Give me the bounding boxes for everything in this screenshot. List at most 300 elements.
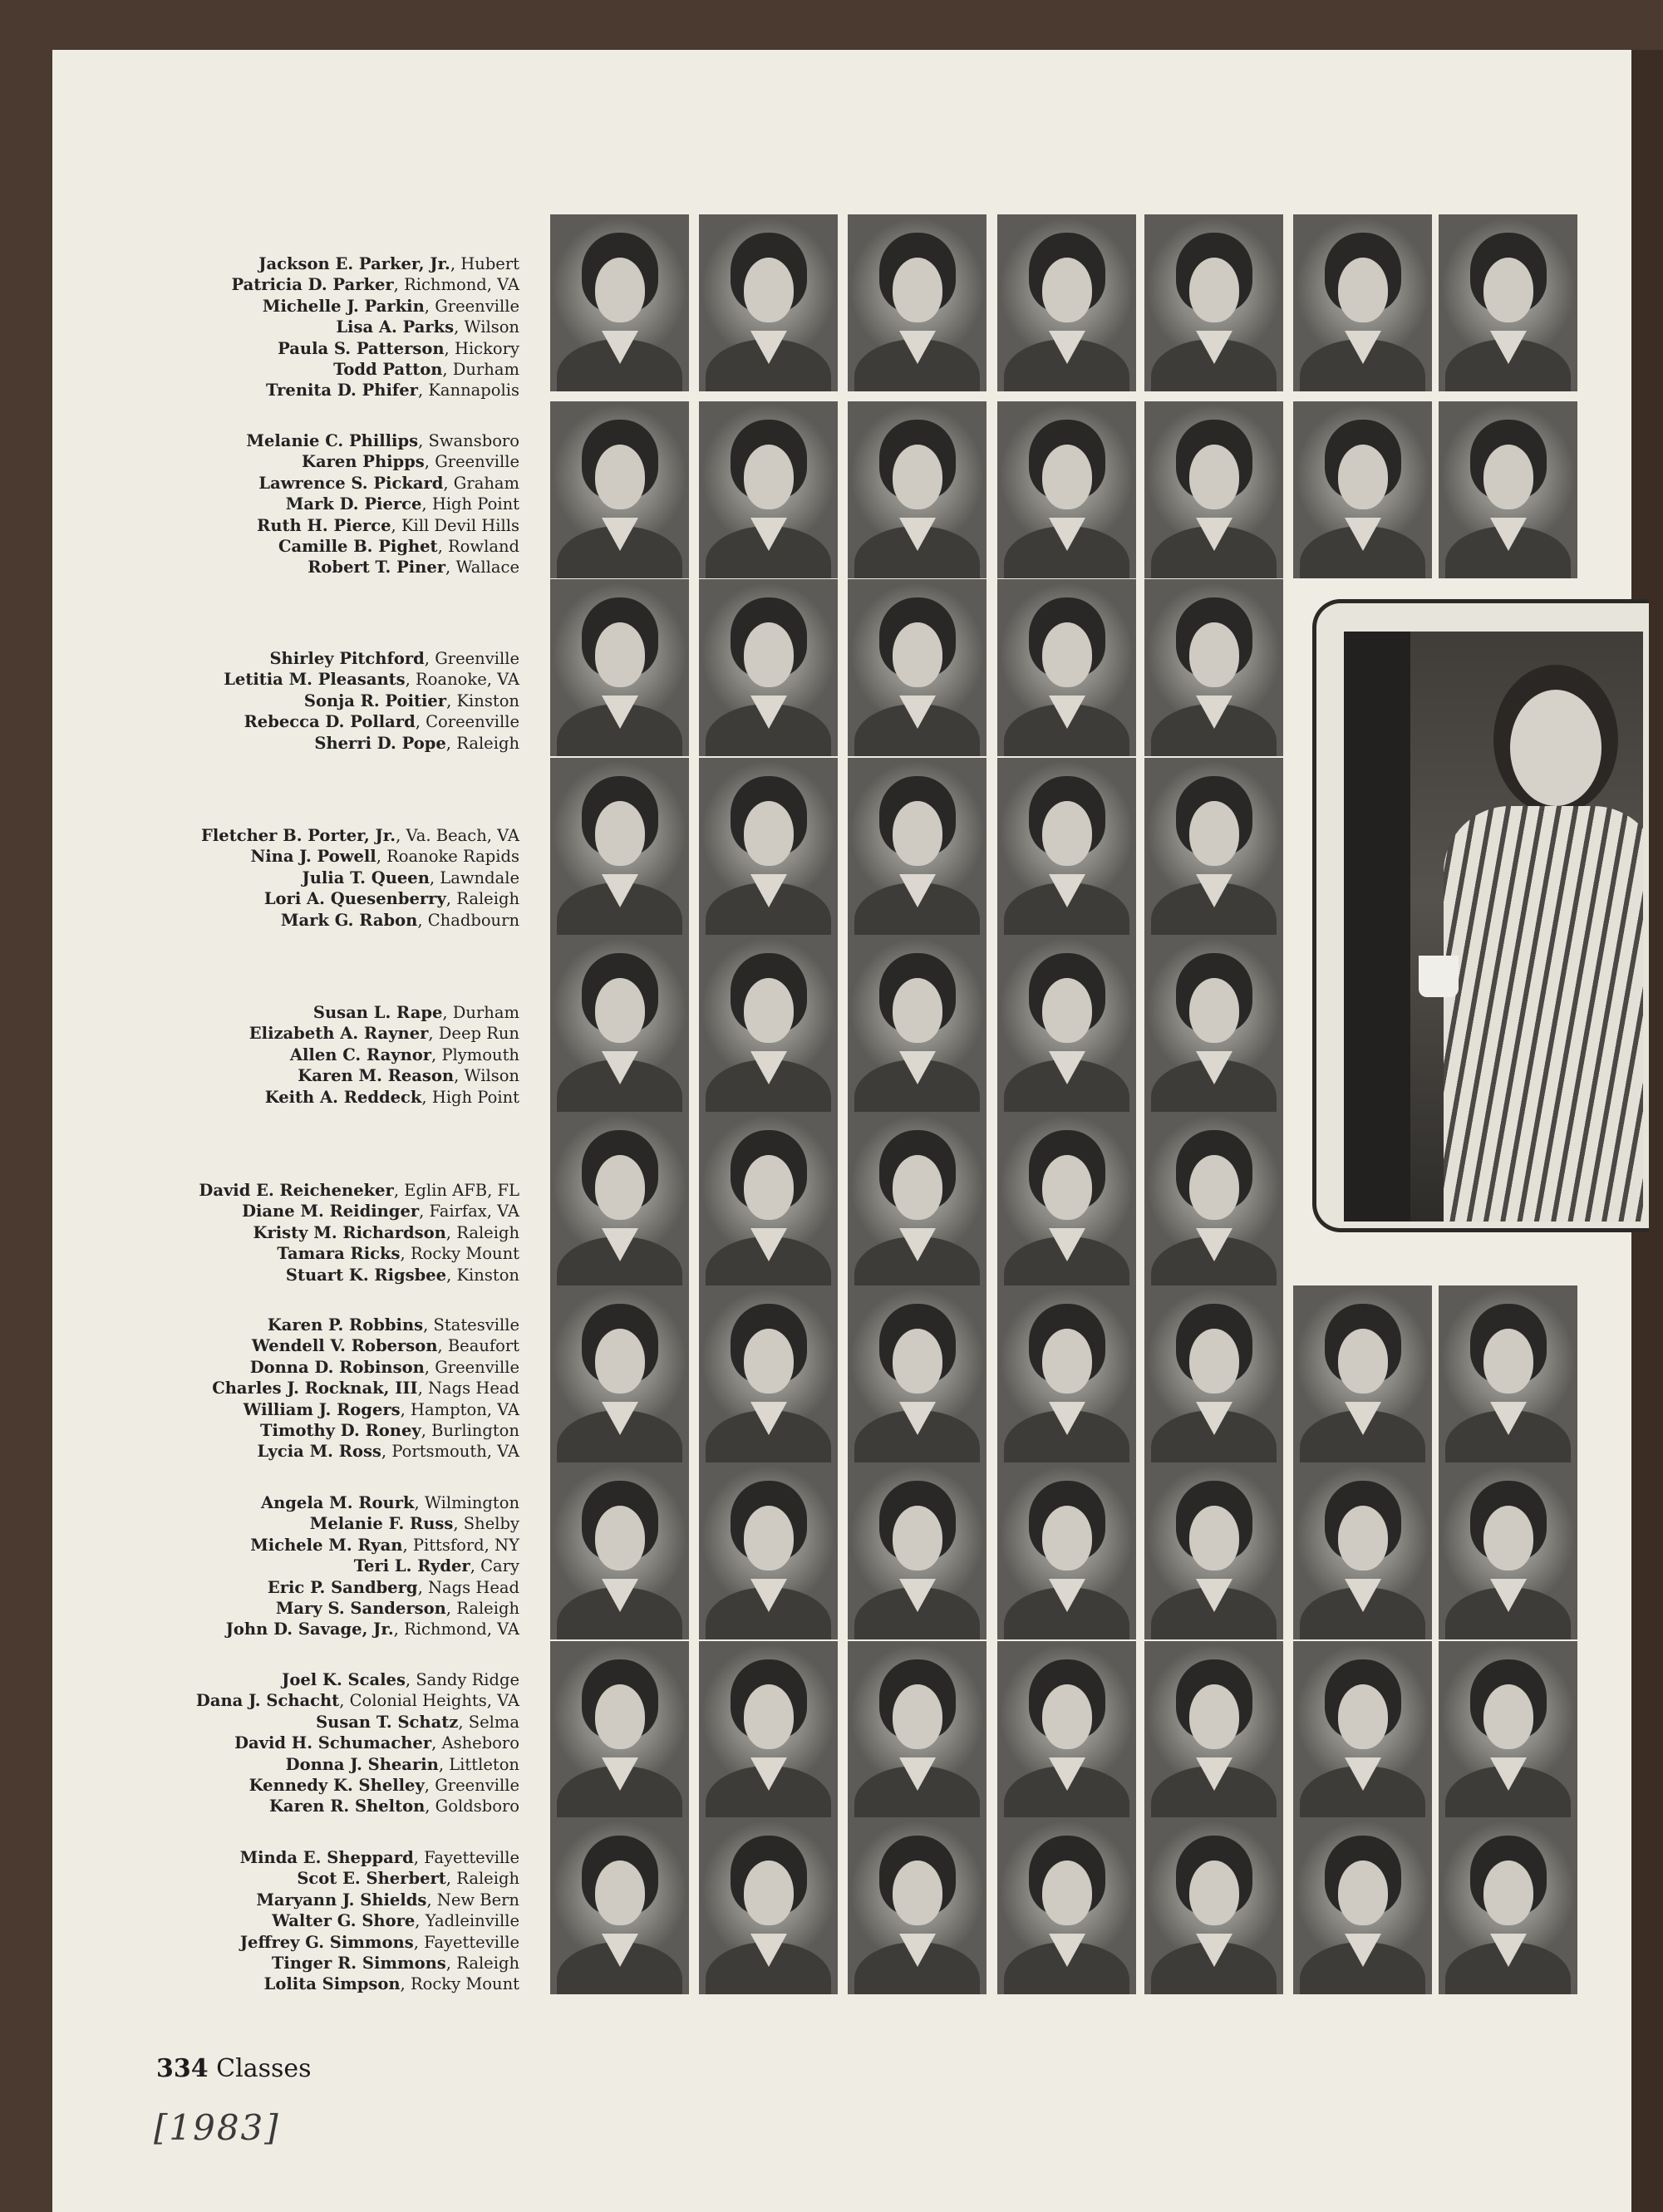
student-entry: Paula S. Patterson, Hickory xyxy=(278,338,519,358)
portrait-face xyxy=(1338,1506,1388,1571)
student-hometown: Kannapolis xyxy=(428,381,519,401)
student-portrait xyxy=(997,758,1136,935)
student-hometown: Graham xyxy=(453,473,519,493)
student-entry: Tinger R. Simmons, Raleigh xyxy=(271,1954,519,1974)
student-portrait xyxy=(550,1285,689,1462)
portrait-face xyxy=(595,978,645,1043)
portrait-face xyxy=(893,978,942,1043)
student-portrait xyxy=(699,1462,838,1639)
student-entry: Michele M. Ryan, Pittsford, NY xyxy=(250,1535,519,1555)
student-entry: Patricia D. Parker, Richmond, VA xyxy=(231,275,519,295)
student-portrait xyxy=(699,758,838,935)
student-name: Michelle J. Parkin xyxy=(262,296,425,316)
student-name: Scot E. Sherbert xyxy=(297,1869,446,1889)
student-entry: Camille B. Pighet, Rowland xyxy=(278,537,519,557)
student-hometown: Raleigh xyxy=(456,733,519,753)
portrait-face xyxy=(744,445,794,509)
portrait-face xyxy=(1042,622,1092,687)
portrait-face xyxy=(595,1155,645,1220)
student-portrait xyxy=(699,1285,838,1462)
student-hometown: Statesville xyxy=(433,1315,519,1335)
portrait-face xyxy=(1338,258,1388,322)
portrait-face xyxy=(893,1329,942,1394)
student-name: Tamara Ricks xyxy=(277,1244,401,1264)
student-hometown: Greenville xyxy=(435,1357,519,1377)
student-entry: Teri L. Ryder, Cary xyxy=(353,1556,519,1576)
page-number: 334 xyxy=(156,2054,209,2083)
student-hometown: Durham xyxy=(452,1003,519,1022)
student-hometown: Cary xyxy=(480,1556,519,1576)
student-hometown: Colonial Heights, VA xyxy=(349,1691,519,1711)
student-portrait xyxy=(848,758,986,935)
student-hometown: Richmond, VA xyxy=(404,1620,519,1639)
student-entry: Rebecca D. Pollard, Coreenville xyxy=(244,712,519,732)
student-portrait xyxy=(1144,758,1283,935)
portrait-face xyxy=(1483,445,1533,509)
student-portrait xyxy=(1144,1285,1283,1462)
student-entry: Jeffrey G. Simmons, Fayetteville xyxy=(239,1932,519,1952)
student-hometown: Burlington xyxy=(431,1421,519,1441)
portrait-face xyxy=(1483,1329,1533,1394)
student-hometown: Raleigh xyxy=(456,1869,519,1889)
student-entry: Melanie C. Phillips, Swansboro xyxy=(246,431,519,450)
portrait-face xyxy=(1042,445,1092,509)
portrait-face xyxy=(595,801,645,866)
student-hometown: Raleigh xyxy=(456,1954,519,1974)
portrait-face xyxy=(1189,622,1239,687)
student-hometown: Yadleinville xyxy=(425,1911,519,1931)
student-portrait xyxy=(699,1817,838,1994)
candid-cup xyxy=(1419,956,1459,997)
handwritten-year-annotation: [1983] xyxy=(154,2107,280,2148)
portrait-face xyxy=(893,801,942,866)
student-entry: Charles J. Rocknak, III, Nags Head xyxy=(212,1379,519,1398)
portrait-face xyxy=(1042,801,1092,866)
name-group xyxy=(52,648,519,754)
student-hometown: Hampton, VA xyxy=(411,1399,519,1419)
student-portrait xyxy=(848,401,986,578)
student-portrait xyxy=(997,935,1136,1112)
student-entry: Diane M. Reidinger, Fairfax, VA xyxy=(242,1202,519,1222)
student-portrait xyxy=(997,579,1136,756)
student-name: Sherri D. Pope xyxy=(314,733,446,753)
portrait-face xyxy=(893,1506,942,1571)
student-name: Susan T. Schatz xyxy=(316,1712,459,1732)
student-name: John D. Savage, Jr. xyxy=(225,1620,394,1639)
student-entry: Ruth H. Pierce, Kill Devil Hills xyxy=(257,515,519,535)
student-entry: Susan L. Rape, Durham xyxy=(312,1003,519,1022)
name-group xyxy=(52,1847,519,1995)
student-hometown: Eglin AFB, FL xyxy=(404,1181,519,1200)
student-portrait xyxy=(1293,1817,1432,1994)
candid-face xyxy=(1510,690,1601,806)
student-portrait xyxy=(699,935,838,1112)
student-entry: Shirley Pitchford, Greenville xyxy=(269,649,519,668)
student-portrait xyxy=(848,1641,986,1818)
student-entry: Eric P. Sandberg, Nags Head xyxy=(267,1577,519,1597)
student-portrait xyxy=(997,401,1136,578)
student-hometown: Nags Head xyxy=(427,1379,519,1398)
student-name: Karen P. Robbins xyxy=(267,1315,424,1335)
student-entry: Letitia M. Pleasants, Roanoke, VA xyxy=(224,670,519,690)
student-portrait xyxy=(699,401,838,578)
portrait-face xyxy=(595,622,645,687)
student-portrait xyxy=(1439,214,1577,391)
student-portrait xyxy=(848,1462,986,1639)
student-name: Donna D. Robinson xyxy=(249,1357,425,1377)
portrait-face xyxy=(744,1684,794,1749)
student-hometown: Rocky Mount xyxy=(410,1244,519,1264)
student-portrait xyxy=(550,1817,689,1994)
student-portrait xyxy=(848,1285,986,1462)
student-hometown: New Bern xyxy=(436,1890,519,1910)
portrait-face xyxy=(1189,1506,1239,1571)
student-entry: Karen Phipps, Greenville xyxy=(302,452,519,472)
portrait-face xyxy=(1189,1861,1239,1925)
student-hometown: Greenville xyxy=(435,1776,519,1796)
student-entry: Karen R. Shelton, Goldsboro xyxy=(268,1797,519,1816)
portrait-face xyxy=(1338,445,1388,509)
student-portrait xyxy=(997,1817,1136,1994)
student-entry: Elizabeth A. Rayner, Deep Run xyxy=(248,1024,519,1044)
portrait-face xyxy=(1189,1329,1239,1394)
student-portrait xyxy=(550,579,689,756)
portrait-face xyxy=(1042,258,1092,322)
student-portrait xyxy=(699,579,838,756)
student-hometown: Wilmington xyxy=(424,1493,519,1512)
student-hometown: Fayetteville xyxy=(424,1932,519,1952)
student-hometown: Asheboro xyxy=(441,1733,519,1753)
section-title: Classes xyxy=(216,2054,312,2083)
student-name: Dana J. Schacht xyxy=(195,1691,340,1711)
portrait-face xyxy=(595,1861,645,1925)
student-portrait xyxy=(997,1641,1136,1818)
student-name: Angela M. Rourk xyxy=(260,1493,415,1512)
student-entry: Fletcher B. Porter, Jr., Va. Beach, VA xyxy=(201,826,519,845)
student-name: Kennedy K. Shelley xyxy=(248,1776,425,1796)
student-hometown: Chadbourn xyxy=(427,910,519,930)
student-entry: Donna J. Shearin, Littleton xyxy=(285,1754,519,1774)
student-hometown: Va. Beach, VA xyxy=(406,826,519,845)
portrait-face xyxy=(1042,1684,1092,1749)
portrait-face xyxy=(893,258,942,322)
student-hometown: Selma xyxy=(468,1712,519,1732)
student-entry: Dana J. Schacht, Colonial Heights, VA xyxy=(195,1691,519,1711)
student-name: David H. Schumacher xyxy=(234,1733,432,1753)
student-portrait xyxy=(848,1112,986,1289)
student-entry: Sonja R. Poitier, Kinston xyxy=(303,691,519,710)
student-entry: Maryann J. Shields, New Bern xyxy=(256,1890,519,1910)
student-name: Robert T. Piner xyxy=(308,558,446,578)
student-portrait xyxy=(1144,935,1283,1112)
student-entry: Angela M. Rourk, Wilmington xyxy=(260,1493,519,1512)
student-entry: Kennedy K. Shelley, Greenville xyxy=(248,1776,519,1796)
portrait-face xyxy=(893,1684,942,1749)
student-entry: David H. Schumacher, Asheboro xyxy=(234,1733,519,1753)
student-hometown: Fairfax, VA xyxy=(429,1202,519,1222)
portrait-face xyxy=(744,1155,794,1220)
name-group xyxy=(52,1315,519,1462)
student-portrait xyxy=(848,579,986,756)
student-portrait xyxy=(997,1285,1136,1462)
student-name: Walter G. Shore xyxy=(272,1911,416,1931)
student-name: Camille B. Pighet xyxy=(278,537,438,557)
student-portrait xyxy=(997,214,1136,391)
student-hometown: Raleigh xyxy=(456,889,519,909)
student-hometown: Kinston xyxy=(456,691,519,710)
portrait-face xyxy=(595,1506,645,1571)
student-portrait xyxy=(1293,401,1432,578)
student-portrait xyxy=(1439,401,1577,578)
candid-photo xyxy=(1344,632,1643,1222)
student-portrait xyxy=(997,1462,1136,1639)
student-hometown: Roanoke, VA xyxy=(416,670,519,690)
name-group xyxy=(52,1180,519,1285)
portrait-face xyxy=(1189,801,1239,866)
student-entry: Melanie F. Russ, Shelby xyxy=(309,1514,519,1534)
portrait-face xyxy=(744,622,794,687)
portrait-face xyxy=(744,1861,794,1925)
portrait-face xyxy=(893,1155,942,1220)
name-group xyxy=(52,430,519,578)
student-portrait xyxy=(1439,1817,1577,1994)
portrait-face xyxy=(744,801,794,866)
student-hometown: Richmond, VA xyxy=(404,275,519,295)
student-name: Jeffrey G. Simmons xyxy=(239,1932,414,1952)
student-portrait xyxy=(1293,1462,1432,1639)
student-portrait xyxy=(1439,1285,1577,1462)
student-hometown: Hubert xyxy=(460,254,519,273)
student-entry: Mary S. Sanderson, Raleigh xyxy=(275,1599,519,1619)
portrait-face xyxy=(1338,1329,1388,1394)
student-portrait xyxy=(550,214,689,391)
portrait-face xyxy=(1483,1506,1533,1571)
portrait-face xyxy=(1189,1684,1239,1749)
portrait-face xyxy=(893,445,942,509)
student-hometown: Sandy Ridge xyxy=(416,1670,519,1689)
name-group xyxy=(52,1002,519,1108)
student-name: Mark G. Rabon xyxy=(280,910,418,930)
student-hometown: Wilson xyxy=(464,317,519,337)
student-name: Teri L. Ryder xyxy=(353,1556,470,1576)
student-entry: David E. Reicheneker, Eglin AFB, FL xyxy=(199,1181,519,1200)
student-portrait xyxy=(550,935,689,1112)
student-entry: Mark D. Pierce, High Point xyxy=(285,494,519,514)
student-portrait xyxy=(1144,1462,1283,1639)
student-portrait xyxy=(550,1462,689,1639)
student-hometown: Nags Head xyxy=(427,1577,519,1597)
student-name: Lolita Simpson xyxy=(263,1974,401,1994)
student-name: Shirley Pitchford xyxy=(269,649,425,668)
student-hometown: Kinston xyxy=(456,1265,519,1285)
student-entry: Todd Patton, Durham xyxy=(333,360,519,380)
student-entry: Minda E. Sheppard, Fayetteville xyxy=(239,1848,519,1867)
student-hometown: Littleton xyxy=(449,1754,519,1774)
portrait-face xyxy=(1189,258,1239,322)
name-group xyxy=(52,1492,519,1640)
student-name: Mark D. Pierce xyxy=(285,494,422,514)
student-name: Kristy M. Richardson xyxy=(253,1222,446,1242)
student-entry: Julia T. Queen, Lawndale xyxy=(302,868,519,887)
student-name: Charles J. Rocknak, III xyxy=(212,1379,418,1398)
portrait-face xyxy=(744,258,794,322)
student-hometown: Lawndale xyxy=(440,868,519,887)
student-entry: Nina J. Powell, Roanoke Rapids xyxy=(250,847,519,867)
student-hometown: Raleigh xyxy=(456,1222,519,1242)
student-hometown: Pittsford, NY xyxy=(412,1535,519,1555)
student-entry: Walter G. Shore, Yadleinville xyxy=(272,1911,519,1931)
student-name: David E. Reicheneker xyxy=(199,1181,394,1200)
student-name: Karen M. Reason xyxy=(298,1066,455,1086)
name-group xyxy=(52,253,519,401)
student-entry: Susan T. Schatz, Selma xyxy=(316,1712,519,1732)
student-name: Stuart K. Rigsbee xyxy=(285,1265,447,1285)
student-hometown: Goldsboro xyxy=(435,1797,519,1816)
student-name: Melanie F. Russ xyxy=(309,1514,454,1534)
student-name: Lori A. Quesenberry xyxy=(263,889,446,909)
page-footer xyxy=(156,2054,312,2083)
student-name: Trenita D. Phifer xyxy=(266,381,418,401)
student-name: Rebecca D. Pollard xyxy=(244,712,416,732)
student-portrait xyxy=(848,1817,986,1994)
student-name: Eric P. Sandberg xyxy=(267,1577,418,1597)
student-name: Mary S. Sanderson xyxy=(275,1599,446,1619)
student-entry: Lori A. Quesenberry, Raleigh xyxy=(263,889,519,909)
student-hometown: Deep Run xyxy=(438,1024,519,1044)
student-portrait xyxy=(1144,1112,1283,1289)
student-name: Keith A. Reddeck xyxy=(264,1087,422,1107)
student-portrait xyxy=(550,1112,689,1289)
portrait-face xyxy=(893,622,942,687)
portrait-face xyxy=(1042,1861,1092,1925)
portrait-face xyxy=(893,1861,942,1925)
portrait-face xyxy=(1042,1506,1092,1571)
student-name: Susan L. Rape xyxy=(312,1003,443,1022)
student-portrait xyxy=(1144,1817,1283,1994)
student-hometown: Wilson xyxy=(464,1066,519,1086)
student-entry: Lycia M. Ross, Portsmouth, VA xyxy=(257,1442,519,1462)
student-portrait xyxy=(699,1112,838,1289)
portrait-face xyxy=(1483,258,1533,322)
name-group xyxy=(52,825,519,931)
portrait-face xyxy=(1042,978,1092,1043)
student-name: Allen C. Raynor xyxy=(289,1045,432,1064)
student-name: Fletcher B. Porter, Jr. xyxy=(201,826,396,845)
student-name: Wendell V. Roberson xyxy=(251,1336,438,1356)
student-name: Lycia M. Ross xyxy=(257,1442,381,1462)
portrait-face xyxy=(1483,1861,1533,1925)
student-hometown: Greenville xyxy=(435,649,519,668)
student-portrait xyxy=(699,1641,838,1818)
student-portrait xyxy=(1293,1641,1432,1818)
student-portrait xyxy=(848,214,986,391)
portrait-face xyxy=(744,978,794,1043)
student-portrait xyxy=(1439,1641,1577,1818)
student-name: Ruth H. Pierce xyxy=(257,515,391,535)
student-name: Karen R. Shelton xyxy=(268,1797,426,1816)
student-name: Letitia M. Pleasants xyxy=(224,670,406,690)
student-hometown: High Point xyxy=(431,494,519,514)
student-portrait xyxy=(1144,1641,1283,1818)
student-entry: Wendell V. Roberson, Beaufort xyxy=(251,1336,519,1356)
student-entry: Lolita Simpson, Rocky Mount xyxy=(263,1974,519,1994)
student-entry: Michelle J. Parkin, Greenville xyxy=(262,296,519,316)
student-hometown: Fayetteville xyxy=(424,1848,519,1867)
portrait-face xyxy=(595,445,645,509)
student-name: Karen Phipps xyxy=(302,452,425,472)
student-entry: Jackson E. Parker, Jr., Hubert xyxy=(258,254,519,273)
portrait-face xyxy=(1189,978,1239,1043)
student-hometown: Hickory xyxy=(454,338,519,358)
portrait-face xyxy=(1189,1155,1239,1220)
student-hometown: Wallace xyxy=(455,558,519,578)
student-portrait xyxy=(550,401,689,578)
portrait-face xyxy=(1338,1684,1388,1749)
student-name: Michele M. Ryan xyxy=(250,1535,403,1555)
student-hometown: Greenville xyxy=(435,296,519,316)
student-hometown: Raleigh xyxy=(456,1599,519,1619)
student-hometown: Rocky Mount xyxy=(410,1974,519,1994)
student-hometown: Roanoke Rapids xyxy=(386,847,519,867)
student-hometown: Coreenville xyxy=(426,712,519,732)
student-hometown: Plymouth xyxy=(441,1045,519,1064)
student-hometown: Rowland xyxy=(447,537,519,557)
student-entry: Mark G. Rabon, Chadbourn xyxy=(280,910,519,930)
student-portrait xyxy=(550,758,689,935)
student-entry: Stuart K. Rigsbee, Kinston xyxy=(285,1265,519,1285)
portrait-face xyxy=(744,1506,794,1571)
portrait-face xyxy=(744,1329,794,1394)
student-entry: Scot E. Sherbert, Raleigh xyxy=(297,1869,519,1889)
student-entry: Timothy D. Roney, Burlington xyxy=(259,1421,519,1441)
portrait-face xyxy=(595,258,645,322)
student-entry: Donna D. Robinson, Greenville xyxy=(249,1357,519,1377)
portrait-face xyxy=(595,1329,645,1394)
portrait-face xyxy=(1338,1861,1388,1925)
candid-striped-shirt xyxy=(1444,806,1643,1222)
student-entry: Lisa A. Parks, Wilson xyxy=(336,317,519,337)
student-portrait xyxy=(1144,579,1283,756)
student-entry: John D. Savage, Jr., Richmond, VA xyxy=(225,1620,519,1639)
student-name: William J. Rogers xyxy=(243,1399,401,1419)
student-hometown: Greenville xyxy=(435,452,519,472)
student-entry: Tamara Ricks, Rocky Mount xyxy=(277,1244,519,1264)
student-hometown: Beaufort xyxy=(447,1336,519,1356)
student-portrait xyxy=(1144,401,1283,578)
student-portrait xyxy=(1293,1285,1432,1462)
student-name: Joel K. Scales xyxy=(282,1670,406,1689)
portrait-face xyxy=(1483,1684,1533,1749)
portrait-face xyxy=(1042,1329,1092,1394)
student-entry: William J. Rogers, Hampton, VA xyxy=(243,1399,519,1419)
student-hometown: Portsmouth, VA xyxy=(391,1442,519,1462)
student-name: Nina J. Powell xyxy=(250,847,376,867)
student-name: Donna J. Shearin xyxy=(285,1754,439,1774)
student-entry: Karen P. Robbins, Statesville xyxy=(267,1315,519,1335)
student-name: Sonja R. Poitier xyxy=(303,691,447,710)
student-portrait xyxy=(997,1112,1136,1289)
student-entry: Robert T. Piner, Wallace xyxy=(308,558,519,578)
student-name: Timothy D. Roney xyxy=(259,1421,421,1441)
student-hometown: Durham xyxy=(452,360,519,380)
student-name: Paula S. Patterson xyxy=(278,338,445,358)
student-hometown: Kill Devil Hills xyxy=(401,515,519,535)
student-name: Todd Patton xyxy=(333,360,443,380)
student-name: Julia T. Queen xyxy=(302,868,430,887)
student-name: Patricia D. Parker xyxy=(231,275,394,295)
student-name: Jackson E. Parker, Jr. xyxy=(258,254,450,273)
portrait-face xyxy=(1042,1155,1092,1220)
